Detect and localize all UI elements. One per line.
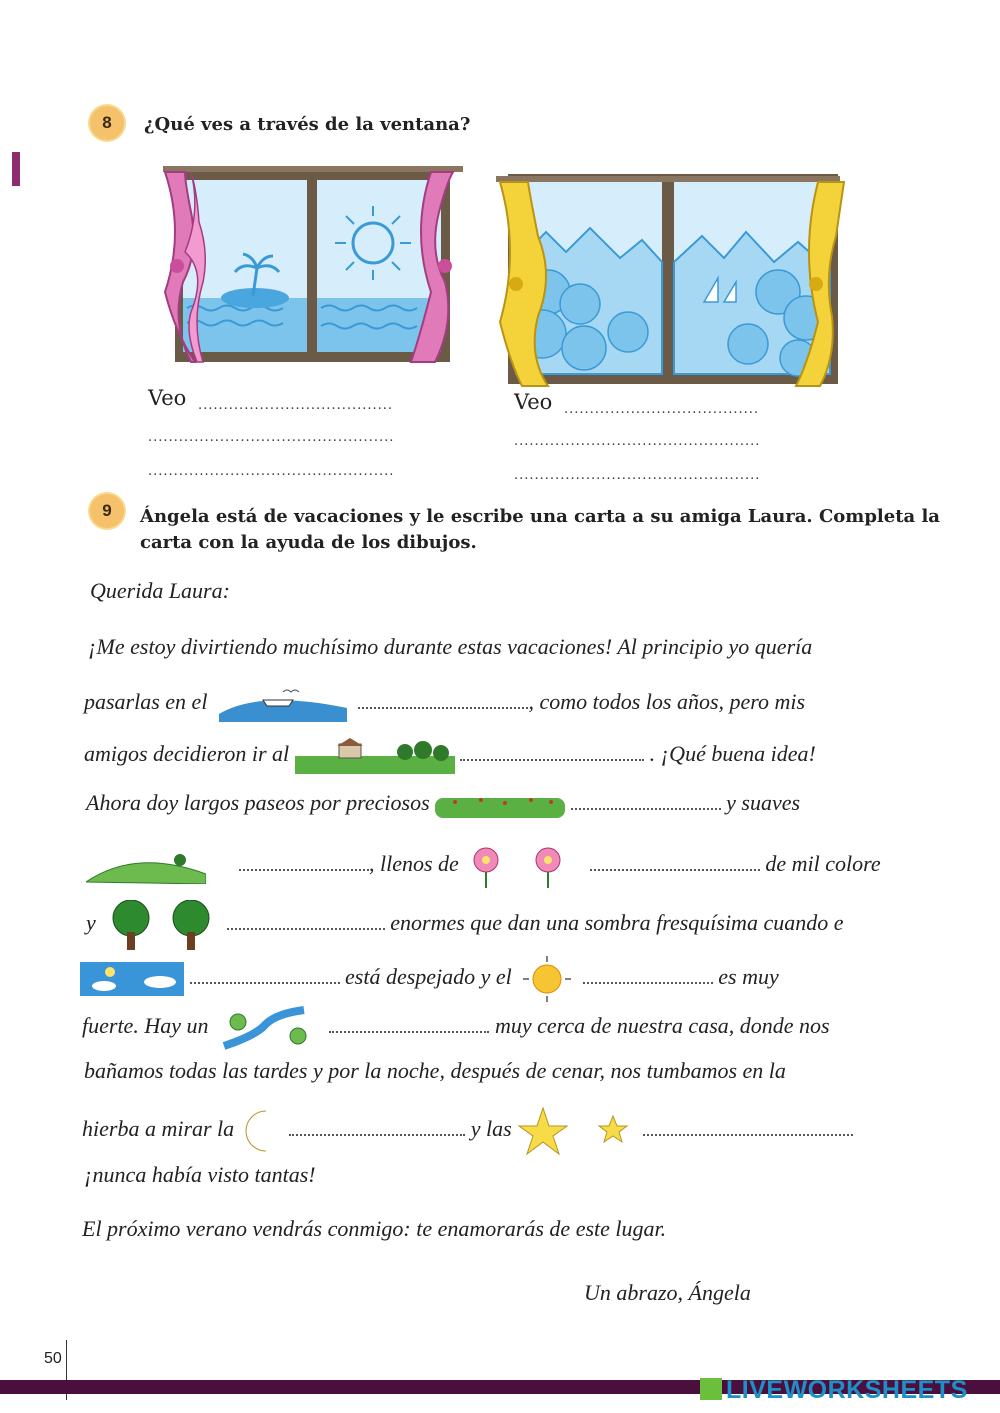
letter-line-2 bbox=[84, 684, 805, 724]
blank-countryside[interactable] bbox=[460, 745, 644, 761]
answer-left-line-2[interactable]: ................................................ bbox=[148, 430, 395, 445]
window-mountain-illustration bbox=[488, 162, 848, 390]
letter-greeting: Querida Laura: bbox=[90, 578, 230, 603]
sky-icon bbox=[80, 962, 184, 996]
sidebar-mark bbox=[12, 152, 20, 186]
blank-moon[interactable] bbox=[289, 1120, 465, 1136]
letter-line-8-end: muy cerca de nuestra casa, donde nos bbox=[494, 1013, 830, 1039]
answer-left-line-1[interactable]: ...................................... bbox=[198, 398, 394, 413]
answer-right-line-3[interactable]: ................................................ bbox=[514, 468, 761, 483]
letter-line-6 bbox=[86, 900, 843, 950]
moon-icon bbox=[240, 1109, 284, 1153]
answer-left-label: Veo bbox=[148, 386, 187, 410]
blank-trees[interactable] bbox=[227, 914, 385, 930]
letter-line-10 bbox=[82, 1106, 853, 1156]
letter-line-8 bbox=[82, 1006, 830, 1050]
brand-wordmark[interactable]: LIVEWORKSHEETS bbox=[726, 1376, 968, 1404]
river-icon bbox=[214, 1006, 324, 1050]
blank-river[interactable] bbox=[329, 1017, 489, 1033]
meadow-icon bbox=[435, 792, 565, 818]
answer-left-line-3[interactable]: ................................................ bbox=[148, 464, 395, 479]
blank-stars[interactable] bbox=[643, 1120, 853, 1136]
answer-right-line-1[interactable]: ...................................... bbox=[564, 402, 760, 417]
window-beach-illustration bbox=[145, 158, 475, 370]
exercise-8-badge: 8 bbox=[90, 106, 124, 140]
exercise-8-question: ¿Qué ves a través de la ventana? bbox=[144, 114, 471, 135]
letter-line-12: El próximo verano vendrás conmigo: te enamorarás de este lugar. bbox=[82, 1216, 667, 1241]
stars-icon bbox=[517, 1106, 637, 1156]
letter-line-7-end: es muy bbox=[718, 964, 779, 990]
exercise-9-instruction-line-2: carta con la ayuda de los dibujos. bbox=[140, 532, 477, 553]
exercise-9-instruction-line-1: Ángela está de vacaciones y le escribe una carta a su amiga Laura. Completa la bbox=[140, 506, 940, 527]
brand-logo-icon bbox=[700, 1378, 722, 1400]
letter-line-6-end: enormes que dan una sombra fresquísima cuando e bbox=[390, 910, 844, 936]
exercise-9-badge: 9 bbox=[90, 494, 124, 528]
letter-line-8-start: fuerte. Hay un bbox=[82, 1013, 209, 1039]
letter-line-11: ¡nunca había visto tantas! bbox=[84, 1162, 316, 1187]
letter-line-5-middle: , llenos de bbox=[369, 851, 459, 877]
sun-icon bbox=[517, 954, 577, 1004]
blank-sky[interactable] bbox=[190, 968, 340, 984]
blank-sea[interactable] bbox=[358, 693, 528, 709]
letter-line-10-start: hierba a mirar la bbox=[82, 1116, 235, 1142]
blank-sun[interactable] bbox=[583, 968, 713, 984]
sea-icon bbox=[213, 684, 353, 724]
page-number: 50 bbox=[44, 1350, 62, 1367]
countryside-icon bbox=[295, 738, 455, 774]
letter-signature: Un abrazo, Ángela bbox=[584, 1280, 751, 1305]
letter-line-3 bbox=[84, 738, 816, 774]
blank-flowers[interactable] bbox=[590, 855, 760, 871]
letter-line-4-end: y suaves bbox=[726, 790, 801, 815]
letter-line-3-end: . ¡Qué buena idea! bbox=[649, 741, 816, 767]
blank-meadows[interactable] bbox=[571, 794, 721, 810]
letter-line-7-middle: está despejado y el bbox=[345, 964, 512, 990]
letter-line-5 bbox=[86, 844, 881, 888]
letter-line-2-end: , como todos los años, pero mis bbox=[528, 689, 806, 715]
answer-right-line-2[interactable]: ................................................ bbox=[514, 434, 761, 449]
letter-line-4 bbox=[86, 790, 800, 818]
letter-line-1: ¡Me estoy divirtiendo muchísimo durante estas vacaciones! Al principio yo quería bbox=[88, 634, 813, 659]
letter-line-7 bbox=[80, 954, 779, 1004]
letter-line-5-end: de mil colore bbox=[765, 851, 881, 877]
letter-line-4-start: Ahora doy largos paseos por preciosos bbox=[86, 790, 430, 815]
blank-hills[interactable] bbox=[239, 855, 369, 871]
trees-icon bbox=[101, 900, 221, 950]
letter-line-2-start: pasarlas en el bbox=[84, 689, 208, 715]
letter-line-9: bañamos todas las tardes y por la noche, después de cenar, nos tumbamos en la bbox=[84, 1058, 786, 1083]
flowers-icon bbox=[464, 844, 584, 888]
letter-line-6-start: y bbox=[86, 910, 96, 936]
hills-icon bbox=[86, 848, 206, 884]
letter-line-10-middle: y las bbox=[470, 1116, 512, 1142]
letter-line-3-start: amigos decidieron ir al bbox=[84, 741, 290, 767]
answer-right-label: Veo bbox=[514, 390, 553, 414]
